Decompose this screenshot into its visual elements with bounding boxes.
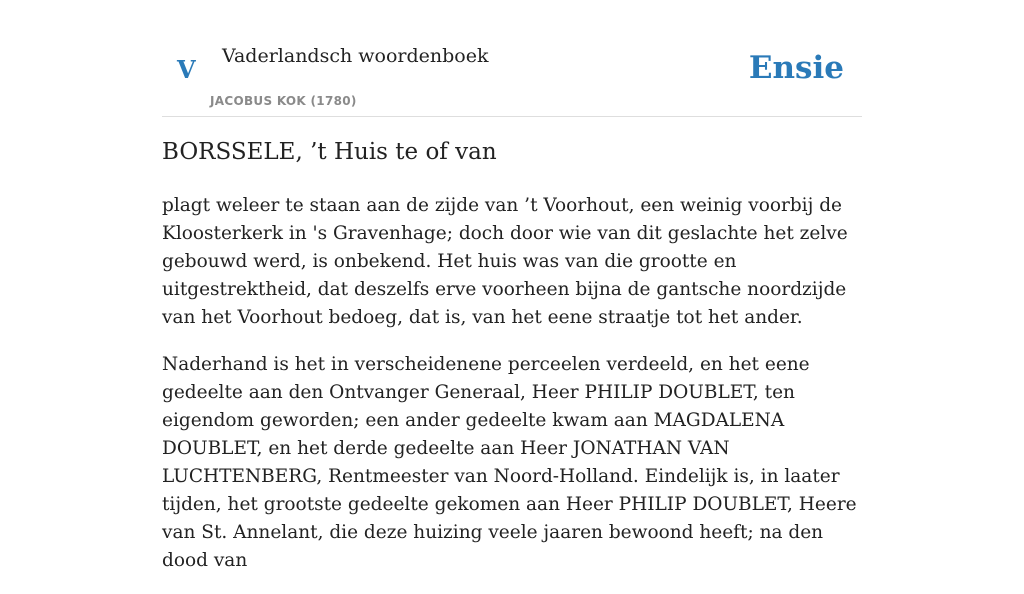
paragraph: Naderhand is het in verscheidenene perceelen verdeeld, en het eene gedeelte aan den Ontvanger Generaal, Heer PHILIP DOUBLET, ten eigendom geworden; een ander gedeelte kwam aan MAGDALENA DOUBLET, en het derde gedeelte aan Heer JONATHAN VAN LUCHTENBERG, Rentmeester van Noord-Holland. Eindelijk is, in laater tijden, het grootste gedeelte gekomen aan Heer PHILIP DOUBLET, Heere van St. Annelant, die deze huizing veele jaaren bewoond heeft; na den dood van: [162, 354, 857, 571]
entry-title: BORSSELE, ’t Huis te of van: [162, 139, 497, 165]
book-title[interactable]: Vaderlandsch woordenboek: [222, 45, 489, 67]
letter-index[interactable]: V: [177, 55, 196, 84]
paragraph: plagt weleer te staan aan de zijde van ’t Voorhout, een weinig voorbij de Kloosterkerk in 's Gravenhage; doch door wie van dit geslachte het zelve gebouwd werd, is onbekend. Het huis was van die grootte en uitgestrektheid, dat deszelfs erve voorheen bijna de gantsche noordzijde van het Voorhout bedoeg, dat is, van het eene straatje tot het ander.: [162, 195, 848, 328]
entry-body: [162, 192, 862, 594]
header: [162, 0, 862, 117]
ensie-logo[interactable]: Ensie: [748, 50, 844, 86]
author-label: JACOBUS KOK (1780): [210, 94, 357, 108]
